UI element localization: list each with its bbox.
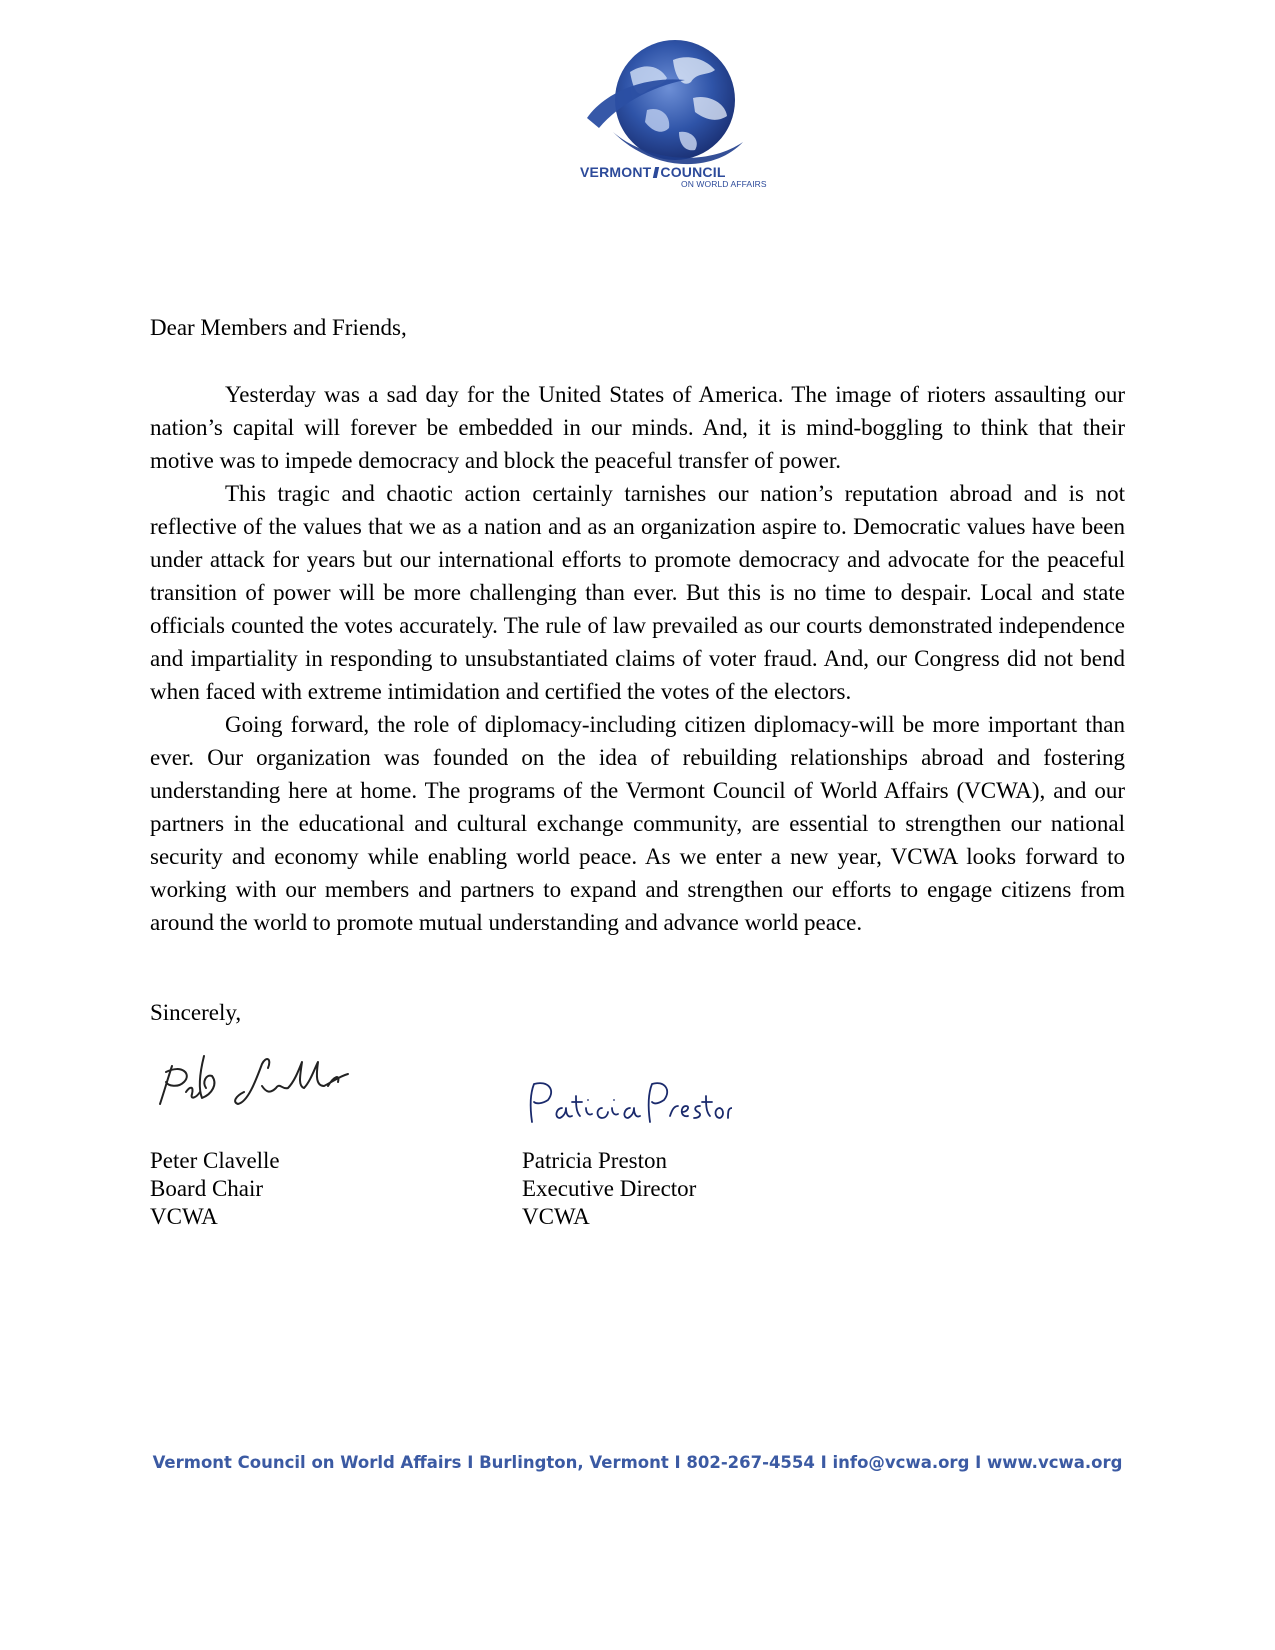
logo-word-vermont: VERMONT (580, 164, 652, 180)
paragraph-2: This tragic and chaotic action certainly tarnishes our nation’s reputation abroad and is not reflective of the values that we as a nation and as an organization aspire to. Democratic values have been under attack for years but our international efforts to promote democracy and advocate for the peaceful transition of power will be more challenging than ever. But this is no time to despair. Local and state officials counted the votes accurately. The rule of law prevailed as our courts demonstrated independence and impartiality in responding to unsubstantiated claims of voter fraud. And, our Congress did not bend when faced with extreme intimidation and certified the votes of the electors. (150, 481, 1125, 704)
signer-org: VCWA (150, 1204, 218, 1229)
logo-divider-mark (653, 167, 659, 178)
logo-word-council: COUNCIL (660, 164, 726, 180)
paragraph-3: Going forward, the role of diplomacy-including citizen diplomacy-will be more important than ever. Our organization was founded on the idea of rebuilding relationships abroad and fostering understanding here at home. The programs of the Vermont Council of World Affairs (VCWA), and our partners in the educational and cultural exchange community, are essential to strengthen our national security and economy while enabling world peace. As we enter a new year, VCWA looks forward to working with our members and partners to expand and strengthen our efforts to engage citizens from around the world to promote mutual understanding and advance world peace. (150, 712, 1125, 935)
signer-name: Peter Clavelle (150, 1148, 280, 1173)
logo-wordmark-line2: ON WORLD AFFAIRS (681, 179, 767, 189)
paragraph-1: Yesterday was a sad day for the United States of America. The image of rioters assaulting our nation’s capital will forever be embedded in our minds. And, it is mind-boggling to think that their motive was to impede democracy and block the peaceful transfer of power. (150, 382, 1125, 473)
logo-wordmark-line1 (580, 164, 726, 180)
footer-contact-line: Vermont Council on World Affairs I Burlington, Vermont I 802-267-4554 I info@vcwa.org I www.vcwa.org (152, 1453, 1123, 1472)
signer-org: VCWA (522, 1204, 590, 1229)
signer-title: Executive Director (522, 1176, 697, 1201)
letter-body (150, 378, 1125, 939)
signer-name: Patricia Preston (522, 1148, 667, 1173)
signature-peter-clavelle (152, 1052, 402, 1120)
signer-block-1 (150, 1147, 280, 1231)
signature-patricia-preston (522, 1078, 732, 1130)
logo-wordmark (580, 164, 780, 194)
signer-block-2 (522, 1147, 696, 1231)
signer-title: Board Chair (150, 1176, 264, 1201)
salutation: Dear Members and Friends, (150, 315, 407, 340)
closing: Sincerely, (150, 1000, 242, 1025)
